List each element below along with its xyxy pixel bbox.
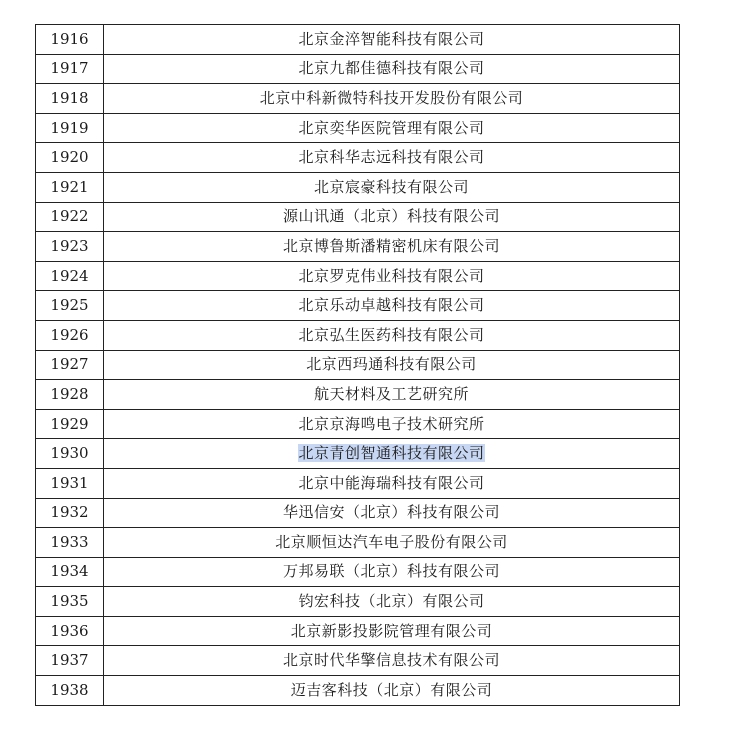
company-name-cell[interactable] bbox=[104, 25, 680, 55]
table-row bbox=[36, 498, 680, 528]
table-row bbox=[36, 439, 680, 469]
row-number-cell bbox=[36, 646, 104, 676]
row-number-cell bbox=[36, 320, 104, 350]
row-number: 1931 bbox=[50, 473, 89, 492]
row-number: 1918 bbox=[50, 88, 89, 107]
row-number-cell bbox=[36, 409, 104, 439]
document-page bbox=[35, 24, 679, 706]
company-name-cell[interactable] bbox=[104, 587, 680, 617]
row-number-cell bbox=[36, 172, 104, 202]
table-row bbox=[36, 646, 680, 676]
company-name[interactable]: 北京中科新微特科技开发股份有限公司 bbox=[259, 88, 524, 107]
company-name[interactable]: 北京顺恒达汽车电子股份有限公司 bbox=[275, 532, 508, 551]
row-number: 1937 bbox=[50, 651, 89, 670]
company-name-cell[interactable] bbox=[104, 439, 680, 469]
row-number: 1929 bbox=[50, 414, 89, 433]
company-name[interactable]: 北京中能海瑞科技有限公司 bbox=[298, 473, 485, 492]
row-number-cell bbox=[36, 439, 104, 469]
row-number: 1935 bbox=[50, 592, 89, 611]
company-name[interactable]: 北京九都佳德科技有限公司 bbox=[298, 59, 485, 78]
company-name-cell[interactable] bbox=[104, 202, 680, 232]
table-row bbox=[36, 350, 680, 380]
row-number-cell bbox=[36, 291, 104, 321]
table-row bbox=[36, 528, 680, 558]
row-number-cell bbox=[36, 587, 104, 617]
row-number: 1934 bbox=[50, 562, 89, 581]
row-number-cell bbox=[36, 54, 104, 84]
company-name[interactable]: 万邦易联（北京）科技有限公司 bbox=[282, 562, 500, 581]
table-row bbox=[36, 172, 680, 202]
row-number: 1924 bbox=[50, 266, 89, 285]
row-number-cell bbox=[36, 143, 104, 173]
table-row bbox=[36, 587, 680, 617]
row-number: 1916 bbox=[50, 29, 89, 48]
row-number: 1926 bbox=[50, 325, 89, 344]
table-row bbox=[36, 202, 680, 232]
company-name-cell[interactable] bbox=[104, 261, 680, 291]
table-row bbox=[36, 113, 680, 143]
company-name-cell[interactable] bbox=[104, 528, 680, 558]
company-name-cell[interactable] bbox=[104, 350, 680, 380]
company-name[interactable]: 北京金淬智能科技有限公司 bbox=[298, 29, 485, 48]
company-name-cell[interactable] bbox=[104, 557, 680, 587]
company-name[interactable]: 北京博鲁斯潘精密机床有限公司 bbox=[282, 236, 500, 255]
table-row bbox=[36, 54, 680, 84]
company-name-cell[interactable] bbox=[104, 320, 680, 350]
table-row bbox=[36, 143, 680, 173]
row-number: 1919 bbox=[50, 118, 89, 137]
company-name[interactable]: 北京时代华擎信息技术有限公司 bbox=[282, 651, 500, 670]
table-row bbox=[36, 676, 680, 706]
row-number: 1936 bbox=[50, 621, 89, 640]
selected-company-name[interactable]: 北京青创智通科技有限公司 bbox=[298, 444, 485, 463]
row-number: 1917 bbox=[50, 59, 89, 78]
company-name-cell[interactable] bbox=[104, 498, 680, 528]
company-name-cell[interactable] bbox=[104, 646, 680, 676]
row-number-cell bbox=[36, 261, 104, 291]
company-name[interactable]: 北京西玛通科技有限公司 bbox=[306, 355, 477, 374]
row-number: 1925 bbox=[50, 296, 89, 315]
row-number-cell bbox=[36, 202, 104, 232]
row-number-cell bbox=[36, 380, 104, 410]
company-name[interactable]: 钧宏科技（北京）有限公司 bbox=[298, 592, 485, 611]
row-number-cell bbox=[36, 25, 104, 55]
row-number-cell bbox=[36, 528, 104, 558]
row-number: 1930 bbox=[50, 444, 89, 463]
row-number: 1921 bbox=[50, 177, 89, 196]
row-number: 1928 bbox=[50, 384, 89, 403]
row-number: 1938 bbox=[50, 680, 89, 699]
company-name-cell[interactable] bbox=[104, 172, 680, 202]
table-row bbox=[36, 616, 680, 646]
table-row bbox=[36, 557, 680, 587]
row-number: 1923 bbox=[50, 236, 89, 255]
company-name[interactable]: 北京宸豪科技有限公司 bbox=[313, 177, 469, 196]
table-row bbox=[36, 84, 680, 114]
row-number-cell bbox=[36, 113, 104, 143]
company-name-cell[interactable] bbox=[104, 380, 680, 410]
company-name-cell[interactable] bbox=[104, 409, 680, 439]
row-number-cell bbox=[36, 676, 104, 706]
row-number-cell bbox=[36, 468, 104, 498]
row-number: 1932 bbox=[50, 503, 89, 522]
row-number: 1933 bbox=[50, 532, 89, 551]
company-name[interactable]: 北京乐动卓越科技有限公司 bbox=[298, 296, 485, 315]
company-name-cell[interactable] bbox=[104, 616, 680, 646]
company-name-cell[interactable] bbox=[104, 232, 680, 262]
table-row bbox=[36, 409, 680, 439]
company-name[interactable]: 华迅信安（北京）科技有限公司 bbox=[282, 503, 500, 522]
table-row bbox=[36, 261, 680, 291]
company-name-cell[interactable] bbox=[104, 113, 680, 143]
company-name[interactable]: 北京奕华医院管理有限公司 bbox=[298, 118, 485, 137]
company-name-cell[interactable] bbox=[104, 143, 680, 173]
row-number-cell bbox=[36, 84, 104, 114]
table-row bbox=[36, 232, 680, 262]
company-name-cell[interactable] bbox=[104, 84, 680, 114]
company-name[interactable]: 北京弘生医药科技有限公司 bbox=[298, 325, 485, 344]
company-name[interactable]: 北京科华志远科技有限公司 bbox=[298, 148, 485, 167]
table-row bbox=[36, 380, 680, 410]
row-number-cell bbox=[36, 232, 104, 262]
table-row bbox=[36, 25, 680, 55]
company-name[interactable]: 迈吉客科技（北京）有限公司 bbox=[290, 680, 493, 699]
company-name[interactable]: 北京新影投影院管理有限公司 bbox=[290, 621, 493, 640]
table-row bbox=[36, 468, 680, 498]
company-name-cell[interactable] bbox=[104, 468, 680, 498]
company-name-cell[interactable] bbox=[104, 676, 680, 706]
row-number: 1920 bbox=[50, 148, 89, 167]
company-name[interactable]: 北京京海鸣电子技术研究所 bbox=[298, 414, 485, 433]
company-name[interactable]: 源山讯通（北京）科技有限公司 bbox=[282, 207, 500, 226]
table-row bbox=[36, 320, 680, 350]
row-number: 1927 bbox=[50, 355, 89, 374]
row-number: 1922 bbox=[50, 207, 89, 226]
company-table bbox=[35, 24, 680, 706]
company-name-cell[interactable] bbox=[104, 54, 680, 84]
row-number-cell bbox=[36, 350, 104, 380]
company-name-cell[interactable] bbox=[104, 291, 680, 321]
table-row bbox=[36, 291, 680, 321]
company-name[interactable]: 航天材料及工艺研究所 bbox=[313, 384, 469, 403]
row-number-cell bbox=[36, 498, 104, 528]
row-number-cell bbox=[36, 557, 104, 587]
table-body bbox=[36, 25, 680, 706]
company-name[interactable]: 北京罗克伟业科技有限公司 bbox=[298, 266, 485, 285]
row-number-cell bbox=[36, 616, 104, 646]
